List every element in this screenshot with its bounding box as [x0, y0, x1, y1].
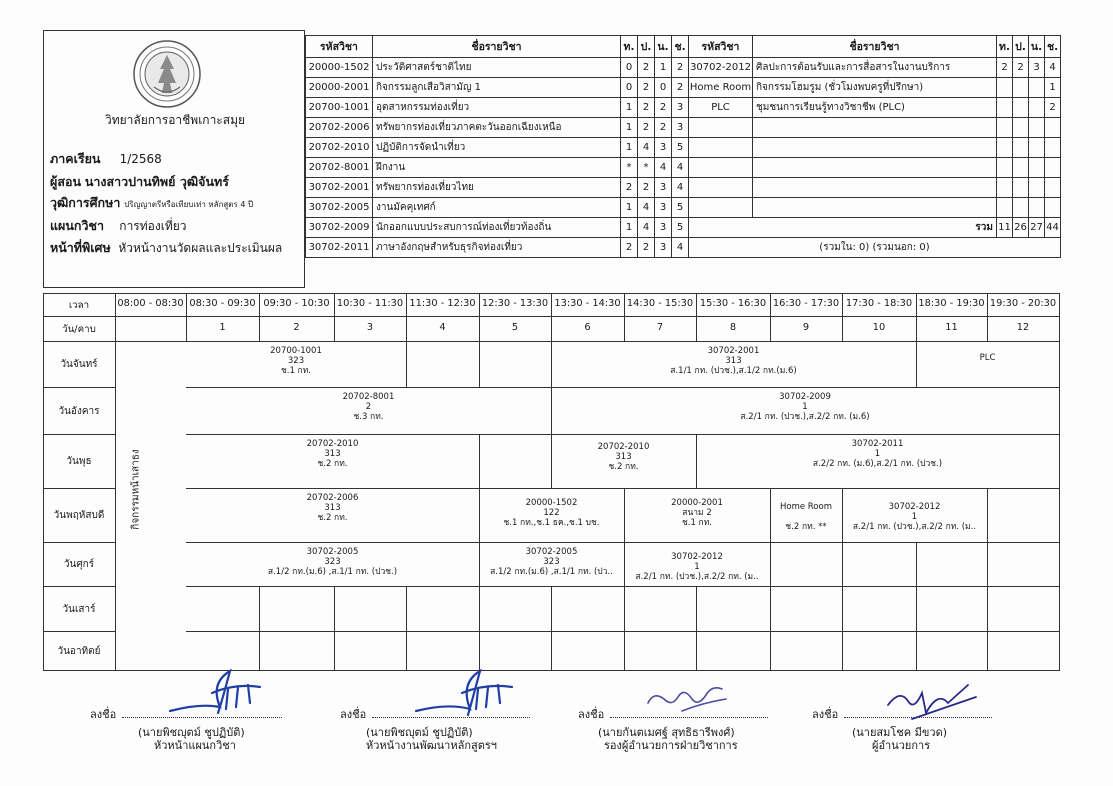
department-line: แผนกวิชา การท่องเที่ยว [50, 218, 187, 233]
grid-line [44, 631, 115, 632]
cell-t [997, 178, 1013, 198]
day-label: วันศุกร์ [63, 559, 95, 570]
grid-line [551, 586, 552, 631]
cell-code: Home Room [689, 78, 753, 98]
cell-t: 1 [621, 198, 638, 218]
cell-c: 1 [1045, 78, 1061, 98]
cell-code: 30702-2011 [306, 238, 373, 258]
table-row [306, 138, 689, 158]
time-slot: 16:30 - 17:30 [772, 298, 840, 309]
table-row [306, 198, 689, 218]
class-group: ช.2 กท. [317, 459, 348, 469]
class-group: ช.2 กท. [608, 462, 639, 472]
grid-line [987, 631, 988, 671]
table-row [689, 178, 1061, 198]
class-group: ส.1/1 กท. (ปวช.),ส.1/2 กท.(ม.6) [670, 366, 797, 376]
education-line: วุฒิการศึกษา ปริญญาตรีหรือเทียบเท่า หลักสูตร 4 ปี [50, 195, 254, 210]
class-room: 1 [694, 562, 700, 572]
cell-n [1029, 78, 1045, 98]
cell-c: 4 [1045, 58, 1061, 78]
class-group: ส.2/1 กท. (ปวช.),ส.2/2 กท. (ม.. [852, 522, 977, 532]
grid-line [987, 488, 988, 542]
day-label: วันจันทร์ [60, 359, 98, 370]
cell-code: 30702-2009 [306, 218, 373, 238]
class-code: 30702-2012 [671, 552, 723, 562]
class-room: 2 [365, 402, 372, 412]
grid-line [334, 586, 335, 631]
cell-p [1013, 78, 1029, 98]
class-code: PLC [979, 353, 996, 363]
cell-c: 2 [672, 58, 689, 78]
cell-code [689, 158, 753, 178]
table-row [306, 238, 689, 258]
cell-t [997, 118, 1013, 138]
cell-p: 2 [1013, 58, 1029, 78]
table-row [306, 58, 689, 78]
teacher-info-box [43, 30, 305, 288]
class-code: 20702-2010 [306, 439, 359, 449]
class-code: 20702-2006 [306, 493, 359, 503]
class-code: 30702-2005 [306, 547, 359, 557]
grid-line [916, 341, 917, 387]
cell-n: 3 [655, 138, 672, 158]
class-room: 313 [324, 449, 341, 459]
grid-line [770, 542, 771, 586]
cell-t: 0 [621, 58, 638, 78]
class-code: 20700-1001 [270, 346, 322, 356]
cell-name: ภาษาอังกฤษสำหรับธุรกิจท่องเที่ยว [373, 238, 621, 258]
cell-n: 3 [655, 198, 672, 218]
cell-c: 2 [1045, 98, 1061, 118]
table-row [306, 178, 689, 198]
grid-line [987, 542, 988, 586]
cell-name: นักออกแบบประสบการณ์ท่องเที่ยวท้องถิ่น [373, 218, 621, 238]
class-group: ช.1 กท. [681, 518, 713, 528]
grid-line [44, 542, 115, 543]
cell-p: 2 [638, 118, 655, 138]
cell-t: 2 [997, 58, 1013, 78]
time-slot: 10:30 - 11:30 [336, 298, 404, 309]
grid-line [696, 631, 697, 671]
grid-line [115, 341, 116, 671]
class-code: 20702-8001 [342, 392, 395, 402]
table-row [306, 218, 689, 238]
cell-name: ปฏิบัติการจัดนำเที่ยว [373, 138, 621, 158]
period-label: วัน/คาบ [62, 324, 96, 335]
period-number: 5 [511, 322, 519, 333]
table-row [689, 138, 1061, 158]
grid-line [842, 631, 843, 671]
class-room: 323 [287, 356, 305, 366]
grid-line [916, 542, 917, 586]
grid-line [770, 488, 771, 542]
time-slot: 17:30 - 18:30 [845, 298, 913, 309]
table-row [689, 118, 1061, 138]
summary-text: (รวมใน: 0) (รวมนอก: 0) [689, 238, 1061, 258]
class-room: 1 [802, 402, 808, 412]
class-group: ช.1 กท. [280, 366, 312, 376]
grid-line [770, 631, 771, 671]
total-row [689, 218, 1061, 238]
cell-p: 4 [638, 138, 655, 158]
day-label: วันพฤหัสบดี [53, 510, 105, 521]
grid-line [334, 631, 335, 671]
cell-code: 20000-2001 [306, 78, 373, 98]
day-label: วันอังคาร [58, 405, 100, 417]
grid-line [916, 586, 917, 631]
grid-line [916, 631, 917, 671]
cell-code [689, 118, 753, 138]
cell-c: 5 [672, 198, 689, 218]
total-p: 26 [1013, 218, 1029, 238]
cell-c: 5 [672, 138, 689, 158]
signature-scribble [408, 665, 518, 725]
cell-t: 0 [621, 78, 638, 98]
cell-code: 30702-2001 [306, 178, 373, 198]
grid-line [551, 631, 552, 671]
cell-n: 3 [1029, 58, 1045, 78]
cell-p [1013, 158, 1029, 178]
period-number: 8 [729, 322, 737, 333]
cell-p: 2 [638, 178, 655, 198]
cell-t: 2 [621, 238, 638, 258]
subjects-table-left [305, 35, 689, 258]
cell-name: กิจกรรมลูกเสือวิสามัญ 1 [373, 78, 621, 98]
cell-code [689, 138, 753, 158]
cell-name: ทรัพยากรท่องเที่ยวภาคตะวันออกเฉียงเหนือ [373, 118, 621, 138]
cell-t: 1 [621, 138, 638, 158]
cell-n [1029, 98, 1045, 118]
cell-p [1013, 198, 1029, 218]
time-slot: 11:30 - 12:30 [409, 298, 476, 309]
signature-scribble [160, 663, 270, 723]
cell-c: 3 [672, 118, 689, 138]
cell-c: 2 [672, 78, 689, 98]
cell-n [1029, 178, 1045, 198]
class-code: 30702-2011 [851, 439, 904, 449]
cell-t [997, 158, 1013, 178]
table-row [306, 158, 689, 178]
class-code: 30702-2005 [525, 547, 578, 557]
grid-line [479, 586, 480, 631]
cell-name: ฝึกงาน [373, 158, 621, 178]
cell-t: 1 [621, 218, 638, 238]
cell-name [753, 118, 997, 138]
cell-n: 3 [655, 178, 672, 198]
table-row [689, 78, 1061, 98]
grid-line [842, 586, 843, 631]
time-slot: 08:30 - 09:30 [189, 298, 256, 309]
cell-p: 2 [638, 78, 655, 98]
grid-line [186, 631, 1059, 632]
class-room: 323 [543, 557, 560, 567]
class-group: ช.1 กท.,ช.1 ธค.,ช.1 บช. [503, 518, 600, 528]
cell-code [689, 198, 753, 218]
cell-p [1013, 138, 1029, 158]
cell-t: 1 [621, 98, 638, 118]
time-slot: 09:30 - 10:30 [263, 298, 330, 309]
cell-t [997, 98, 1013, 118]
class-group: ช.3 กท. [353, 412, 384, 422]
grid-line [406, 586, 407, 631]
cell-p [1013, 98, 1029, 118]
period-number: 7 [656, 322, 664, 333]
cell-c [1045, 138, 1061, 158]
cell-t: * [621, 158, 638, 178]
cell-c [1045, 158, 1061, 178]
cell-code: 30702-2005 [306, 198, 373, 218]
timetable-grid [43, 293, 1060, 671]
grid-line [406, 341, 407, 387]
grid-line [44, 586, 115, 587]
period-number: 12 [1016, 322, 1030, 333]
period-number: 10 [872, 322, 886, 333]
period-number: 11 [945, 322, 958, 333]
cell-n [1029, 138, 1045, 158]
cell-n: 2 [655, 98, 672, 118]
class-group: ช.2 กท. [317, 513, 348, 523]
cell-n: 3 [655, 218, 672, 238]
signature-academic-deputy: ลงชื่อ (นายกันตเมศฐ์ สุทธิธารีพงศ์) รองผู้อำนวยการฝ่ายวิชาการ [578, 705, 788, 765]
class-room: 313 [615, 452, 632, 462]
cell-code [689, 178, 753, 198]
cell-t [997, 198, 1013, 218]
class-code: 30702-2009 [779, 392, 831, 402]
time-slot: 19:30 - 20:30 [989, 298, 1057, 309]
class-code: 30702-2001 [707, 346, 760, 356]
class-group: ส.2/1 กท. (ปวช.),ส.2/2 กท. (ม.. [635, 572, 759, 582]
cell-name: ศิลปะการต้อนรับและการสื่อสารในงานบริการ [753, 58, 997, 78]
summary-row [689, 238, 1061, 258]
teacher-line: ผู้สอน นางสาวปานทิพย์ วุฒิจันทร์ [50, 174, 229, 189]
signature-director: ลงชื่อ (นายสมโชค มีขวด) ผู้อำนวยการ [812, 705, 1002, 765]
cell-n [1029, 158, 1045, 178]
class-room: 1 [874, 449, 881, 459]
cell-t [997, 78, 1013, 98]
cell-n [1029, 118, 1045, 138]
table-row [689, 58, 1061, 78]
time-slot: 12:30 - 13:30 [481, 298, 549, 309]
table-row [689, 98, 1061, 118]
period-number: 9 [802, 322, 810, 333]
cell-p: 2 [638, 98, 655, 118]
grid-line [186, 434, 1059, 435]
cell-name: ชุมชนการเรียนรู้ทางวิชาชีพ (PLC) [753, 98, 997, 118]
table-row [306, 118, 689, 138]
time-slot: 15:30 - 16:30 [699, 298, 767, 309]
total-t: 11 [997, 218, 1013, 238]
subjects-table-right [688, 35, 1061, 258]
cell-name [753, 178, 997, 198]
cell-c: 4 [672, 178, 689, 198]
cell-name [753, 158, 997, 178]
cell-name: กิจกรรมโฮมรูม (ชั่วโมงพบครูที่ปรึกษา) [753, 78, 997, 98]
homeroom-vertical-label: กิจกรรมหน้าเสาธง [130, 449, 142, 530]
class-room: 323 [324, 557, 341, 567]
time-slot: 13:30 - 14:30 [554, 298, 621, 309]
cell-c [1045, 198, 1061, 218]
cell-p: 4 [638, 198, 655, 218]
grid-line [842, 542, 843, 586]
table-header: รหัสวิชา ชื่อรายวิชา ท. ป. น. ช. [689, 36, 1061, 58]
cell-c: 4 [672, 238, 689, 258]
class-room: สนาม 2 [682, 508, 712, 518]
grid-line [186, 387, 1059, 388]
time-slot: 14:30 - 15:30 [626, 298, 694, 309]
grid-line [770, 586, 771, 631]
table-row [689, 198, 1061, 218]
class-code: 20000-1502 [525, 498, 578, 508]
signature-scribble [642, 673, 732, 717]
special-duty-line: หน้าที่พิเศษ หัวหน้างานวัดผลและประเมินผล [50, 240, 283, 255]
total-c: 44 [1045, 218, 1061, 238]
grid-line [44, 488, 115, 489]
cell-name [753, 138, 997, 158]
cell-n: 4 [655, 158, 672, 178]
class-room: 1 [911, 512, 918, 522]
cell-n [1029, 198, 1045, 218]
grid-line [186, 542, 1059, 543]
grid-line [186, 586, 1059, 587]
grid-line [186, 488, 1059, 489]
cell-p: 4 [638, 218, 655, 238]
grid-line [479, 434, 480, 488]
cell-c: 4 [672, 158, 689, 178]
time-label: เวลา [68, 300, 90, 311]
college-name: วิทยาลัยการอาชีพเกาะสมุย [104, 113, 246, 127]
cell-code: 20702-2010 [306, 138, 373, 158]
cell-n: 1 [655, 58, 672, 78]
period-number: 6 [584, 322, 591, 333]
class-code: Home Room [779, 502, 832, 512]
cell-code: 20700-1001 [306, 98, 373, 118]
cell-code: 30702-2012 [689, 58, 753, 78]
cell-name: ประวัติศาสตร์ชาติไทย [373, 58, 621, 78]
class-group: ส.2/1 กท. (ปวช.),ส.2/2 กท. (ม.6) [740, 412, 870, 422]
cell-code: 20702-2006 [306, 118, 373, 138]
grid-line [44, 387, 115, 388]
cell-n: 3 [655, 238, 672, 258]
cell-name: ทรัพยากรท่องเที่ยวไทย [373, 178, 621, 198]
class-group: ส.1/2 กท.(ม.6) ,ส.1/1 กท. (ปว.. [490, 567, 613, 577]
class-room: 313 [725, 356, 742, 366]
day-label: วันเสาร์ [62, 603, 96, 615]
period-number: 1 [219, 322, 226, 333]
grid-line [696, 586, 697, 631]
total-label: รวม [689, 218, 997, 238]
cell-code: 20702-8001 [306, 158, 373, 178]
cell-p [1013, 178, 1029, 198]
cell-c [1045, 118, 1061, 138]
class-group: ส.1/2 กท.(ม.6) ,ส.1/1 กท. (ปวช.) [267, 567, 398, 577]
cell-name: อุตสาหกรรมท่องเที่ยว [373, 98, 621, 118]
grid-line [44, 434, 115, 435]
cell-code: 20000-1502 [306, 58, 373, 78]
signature-dept-head: ลงชื่อ (นายพิชญุตม์ ชูปฏิบัติ) หัวหน้าแผนกวิชา [90, 705, 290, 765]
signature-curriculum-head: ลงชื่อ (นายพิชญุตม์ ชูปฏิบัติ) หัวหน้างานพัฒนาหลักสูตรฯ [340, 705, 540, 765]
period-number: 3 [366, 322, 374, 333]
total-n: 27 [1029, 218, 1045, 238]
table-row [689, 158, 1061, 178]
cell-t: 2 [621, 178, 638, 198]
cell-name: งานมัคคุเทศก์ [373, 198, 621, 218]
semester-line: ภาคเรียน 1/2568 [50, 151, 162, 166]
class-code: 20702-2010 [597, 442, 650, 452]
period-number: 4 [439, 322, 446, 333]
table-row [306, 78, 689, 98]
class-group: ช.2 กท. ** [785, 522, 827, 532]
college-seal-icon [132, 39, 202, 109]
class-room: 122 [543, 508, 560, 518]
grid-line [406, 631, 407, 671]
grid-line [987, 586, 988, 631]
table-header: รหัสวิชา ชื่อรายวิชา ท. ป. น. ช. [306, 36, 689, 58]
time-slot: 08:00 - 08:30 [117, 298, 184, 309]
table-row [306, 98, 689, 118]
day-label: วันอาทิตย์ [57, 646, 101, 657]
cell-code: PLC [689, 98, 753, 118]
grid-line [624, 631, 625, 671]
class-code: 30702-2012 [888, 502, 941, 512]
day-label: วันพุธ [66, 456, 92, 467]
grid-line [479, 341, 480, 387]
cell-c: 3 [672, 98, 689, 118]
class-code: 20000-2001 [671, 498, 723, 508]
grid-line [259, 586, 260, 631]
cell-n: 2 [655, 118, 672, 138]
cell-t: 1 [621, 118, 638, 138]
cell-t [997, 138, 1013, 158]
grid-line [624, 586, 625, 631]
class-room: 313 [324, 503, 341, 513]
signature-scribble [882, 679, 982, 723]
period-number: 2 [293, 322, 300, 333]
cell-c [1045, 178, 1061, 198]
class-group: ส.2/2 กท. (ม.6),ส.2/1 กท. (ปวช.) [812, 459, 943, 469]
cell-name [753, 198, 997, 218]
cell-c: 5 [672, 218, 689, 238]
cell-p: 2 [638, 58, 655, 78]
cell-p: 2 [638, 238, 655, 258]
cell-p: * [638, 158, 655, 178]
cell-p [1013, 118, 1029, 138]
cell-n: 0 [655, 78, 672, 98]
time-slot: 18:30 - 19:30 [918, 298, 985, 309]
